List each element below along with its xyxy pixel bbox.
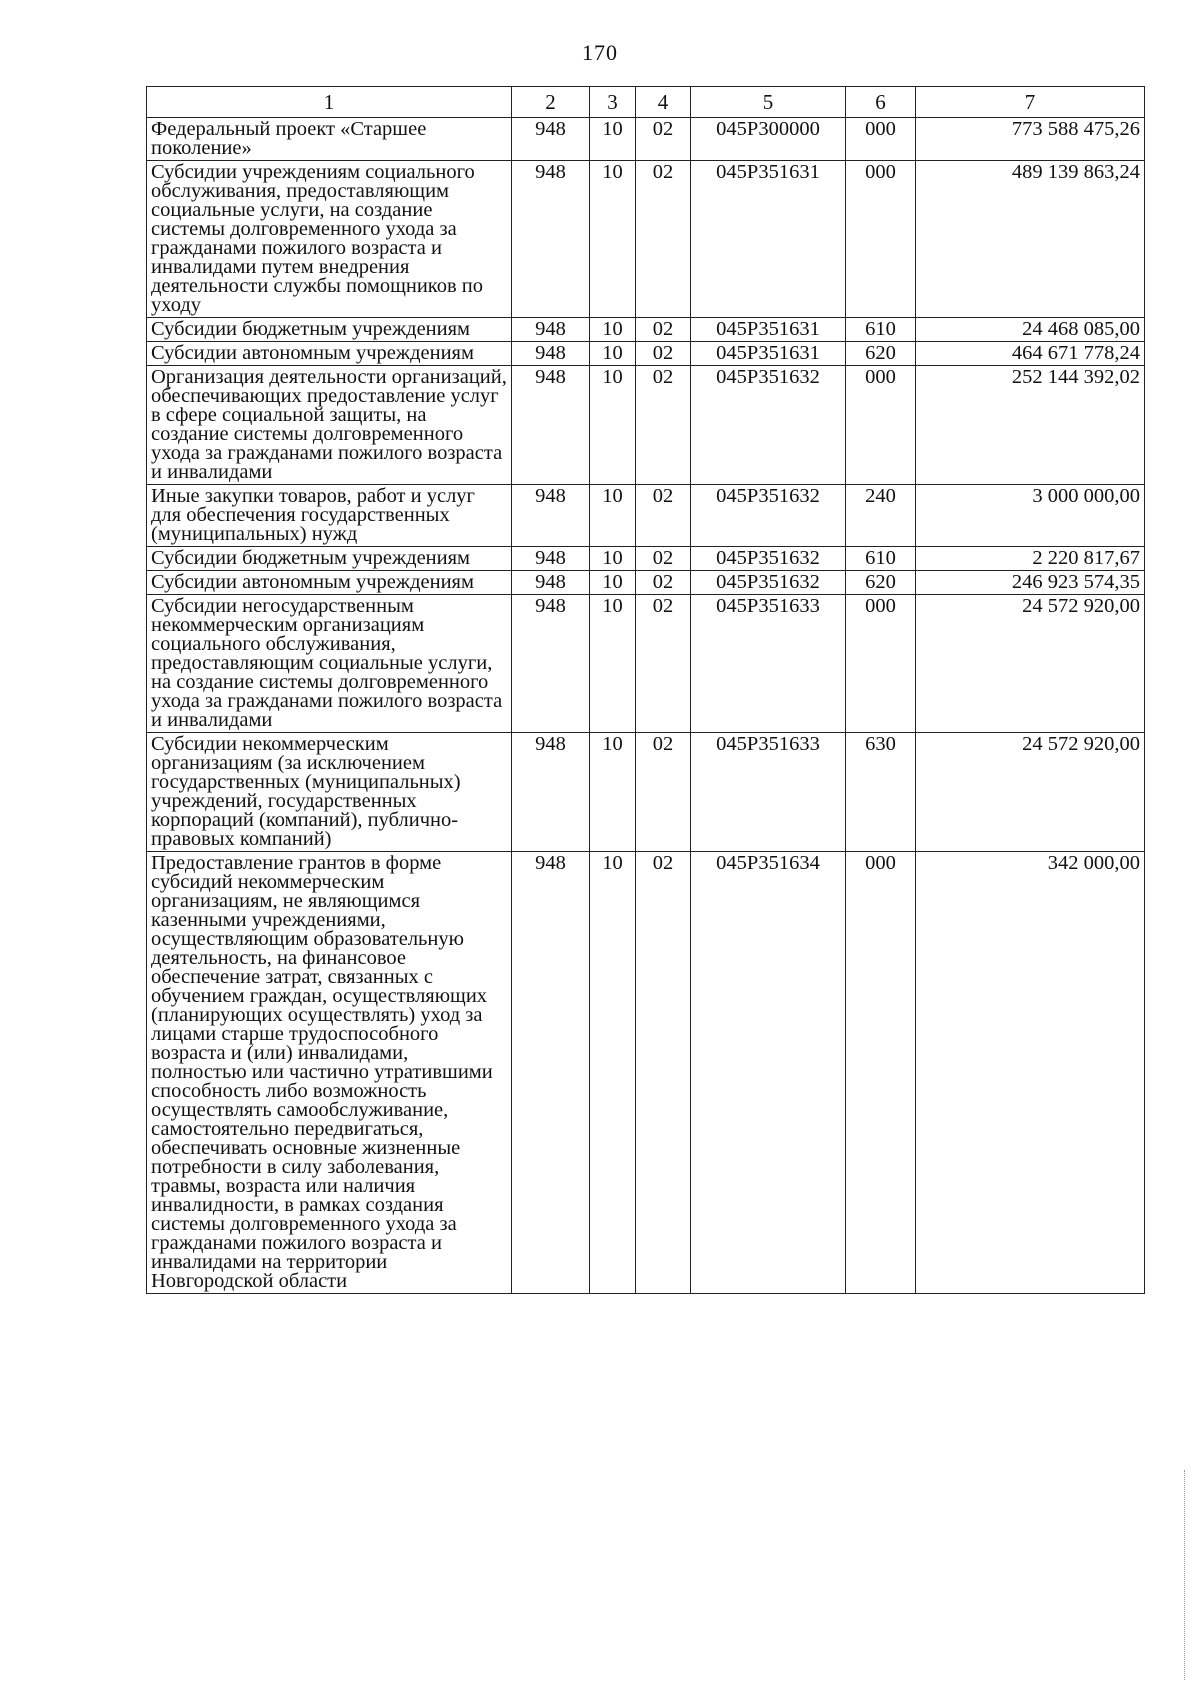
row-col-6: 240 — [846, 485, 916, 547]
header-row — [147, 87, 1145, 118]
row-amount: 246 923 574,35 — [916, 571, 1145, 595]
budget-table — [146, 86, 1145, 1294]
row-name: Федеральный проект «Старшее поколение» — [147, 118, 512, 161]
row-name: Предоставление грантов в форме субсидий некоммерческим организациям, не являющимся казенными учреждениями, осуществляющим образовательную деятельность, на финансовое обеспечение затрат, связанных с обучением граждан, осуществляющих (планирующих осуществлять) уход за лицами старше трудоспособного возраста и (или) инвалидами, полностью или частично утратившими способность либо возможность осуществлять самообслуживание, самостоятельно передвигаться, обеспечивать основные жизненные потребности в силу заболевания, травмы, возраста или наличия инвалидности, в рамках создания системы долговременного ухода за гражданами пожилого возраста и инвалидами на территории Новгородской области — [147, 852, 512, 1294]
row-col-5: 045Р351632 — [691, 547, 846, 571]
table-row — [147, 366, 1145, 485]
row-col-3: 10 — [590, 733, 636, 852]
table-row — [147, 342, 1145, 366]
row-amount: 773 588 475,26 — [916, 118, 1145, 161]
row-col-2: 948 — [512, 342, 590, 366]
row-col-4: 02 — [636, 733, 691, 852]
row-col-5: 045Р351632 — [691, 571, 846, 595]
row-col-2: 948 — [512, 733, 590, 852]
row-col-5: 045Р351631 — [691, 318, 846, 342]
row-col-2: 948 — [512, 118, 590, 161]
row-col-6: 000 — [846, 366, 916, 485]
row-name: Субсидии автономным учреждениям — [147, 571, 512, 595]
table-row — [147, 571, 1145, 595]
row-name: Субсидии бюджетным учреждениям — [147, 547, 512, 571]
row-col-3: 10 — [590, 485, 636, 547]
row-name: Организация деятельности организаций, обеспечивающих предоставление услуг в сфере социальной защиты, на создание системы долговременного ухода за гражданами пожилого возраста и инвалидами — [147, 366, 512, 485]
row-amount: 24 468 085,00 — [916, 318, 1145, 342]
row-col-6: 620 — [846, 342, 916, 366]
row-col-5: 045Р351633 — [691, 733, 846, 852]
row-col-3: 10 — [590, 595, 636, 733]
row-col-5: 045Р351631 — [691, 342, 846, 366]
row-amount: 2 220 817,67 — [916, 547, 1145, 571]
row-col-4: 02 — [636, 161, 691, 318]
table-row — [147, 595, 1145, 733]
row-col-2: 948 — [512, 547, 590, 571]
page-number: 170 — [582, 40, 618, 65]
row-amount: 252 144 392,02 — [916, 366, 1145, 485]
row-col-5: 045Р351631 — [691, 161, 846, 318]
row-name: Субсидии негосударственным некоммерческим организациям социального обслуживания, предоставляющим социальные услуги, на создание системы долговременного ухода за гражданами пожилого возраста и инвалидами — [147, 595, 512, 733]
row-col-3: 10 — [590, 547, 636, 571]
row-col-5: 045Р351633 — [691, 595, 846, 733]
row-col-2: 948 — [512, 366, 590, 485]
row-col-5: 045Р351634 — [691, 852, 846, 1294]
header-col-5: 5 — [691, 87, 846, 118]
row-col-6: 000 — [846, 118, 916, 161]
row-col-6: 610 — [846, 318, 916, 342]
row-amount: 24 572 920,00 — [916, 733, 1145, 852]
row-col-3: 10 — [590, 118, 636, 161]
row-col-4: 02 — [636, 595, 691, 733]
row-col-2: 948 — [512, 852, 590, 1294]
table-row — [147, 547, 1145, 571]
header-col-2: 2 — [512, 87, 590, 118]
table-row — [147, 733, 1145, 852]
row-col-4: 02 — [636, 342, 691, 366]
row-col-6: 610 — [846, 547, 916, 571]
row-col-4: 02 — [636, 366, 691, 485]
row-amount: 342 000,00 — [916, 852, 1145, 1294]
row-col-5: 045Р351632 — [691, 485, 846, 547]
row-col-3: 10 — [590, 366, 636, 485]
row-amount: 489 139 863,24 — [916, 161, 1145, 318]
row-col-3: 10 — [590, 852, 636, 1294]
scan-edge-mark — [1184, 1470, 1186, 1680]
table-row — [147, 118, 1145, 161]
row-col-6: 000 — [846, 595, 916, 733]
row-col-4: 02 — [636, 852, 691, 1294]
row-col-6: 000 — [846, 852, 916, 1294]
header-col-1: 1 — [147, 87, 512, 118]
table-row — [147, 852, 1145, 1294]
row-col-2: 948 — [512, 571, 590, 595]
row-col-2: 948 — [512, 318, 590, 342]
row-name: Субсидии бюджетным учреждениям — [147, 318, 512, 342]
table-row — [147, 161, 1145, 318]
row-col-3: 10 — [590, 318, 636, 342]
row-col-4: 02 — [636, 318, 691, 342]
row-col-3: 10 — [590, 342, 636, 366]
header-col-7: 7 — [916, 87, 1145, 118]
row-col-2: 948 — [512, 161, 590, 318]
row-col-6: 000 — [846, 161, 916, 318]
row-col-5: 045Р351632 — [691, 366, 846, 485]
row-name: Иные закупки товаров, работ и услуг для обеспечения государственных (муниципальных) нужд — [147, 485, 512, 547]
row-name: Субсидии некоммерческим организациям (за исключением государственных (муниципальных) учреждений, государственных корпораций (компаний), публично-правовых компаний) — [147, 733, 512, 852]
row-amount: 464 671 778,24 — [916, 342, 1145, 366]
table-row — [147, 485, 1145, 547]
row-col-2: 948 — [512, 485, 590, 547]
header-col-3: 3 — [590, 87, 636, 118]
row-name: Субсидии учреждениям социального обслуживания, предоставляющим социальные услуги, на создание системы долговременного ухода за гражданами пожилого возраста и инвалидами путем внедрения деятельности службы помощников по уходу — [147, 161, 512, 318]
row-col-2: 948 — [512, 595, 590, 733]
row-col-6: 620 — [846, 571, 916, 595]
row-col-6: 630 — [846, 733, 916, 852]
row-name: Субсидии автономным учреждениям — [147, 342, 512, 366]
row-col-4: 02 — [636, 485, 691, 547]
header-col-4: 4 — [636, 87, 691, 118]
header-col-6: 6 — [846, 87, 916, 118]
row-col-4: 02 — [636, 571, 691, 595]
row-col-3: 10 — [590, 161, 636, 318]
row-amount: 3 000 000,00 — [916, 485, 1145, 547]
row-amount: 24 572 920,00 — [916, 595, 1145, 733]
row-col-4: 02 — [636, 547, 691, 571]
table-row — [147, 318, 1145, 342]
row-col-4: 02 — [636, 118, 691, 161]
row-col-3: 10 — [590, 571, 636, 595]
row-col-5: 045Р300000 — [691, 118, 846, 161]
